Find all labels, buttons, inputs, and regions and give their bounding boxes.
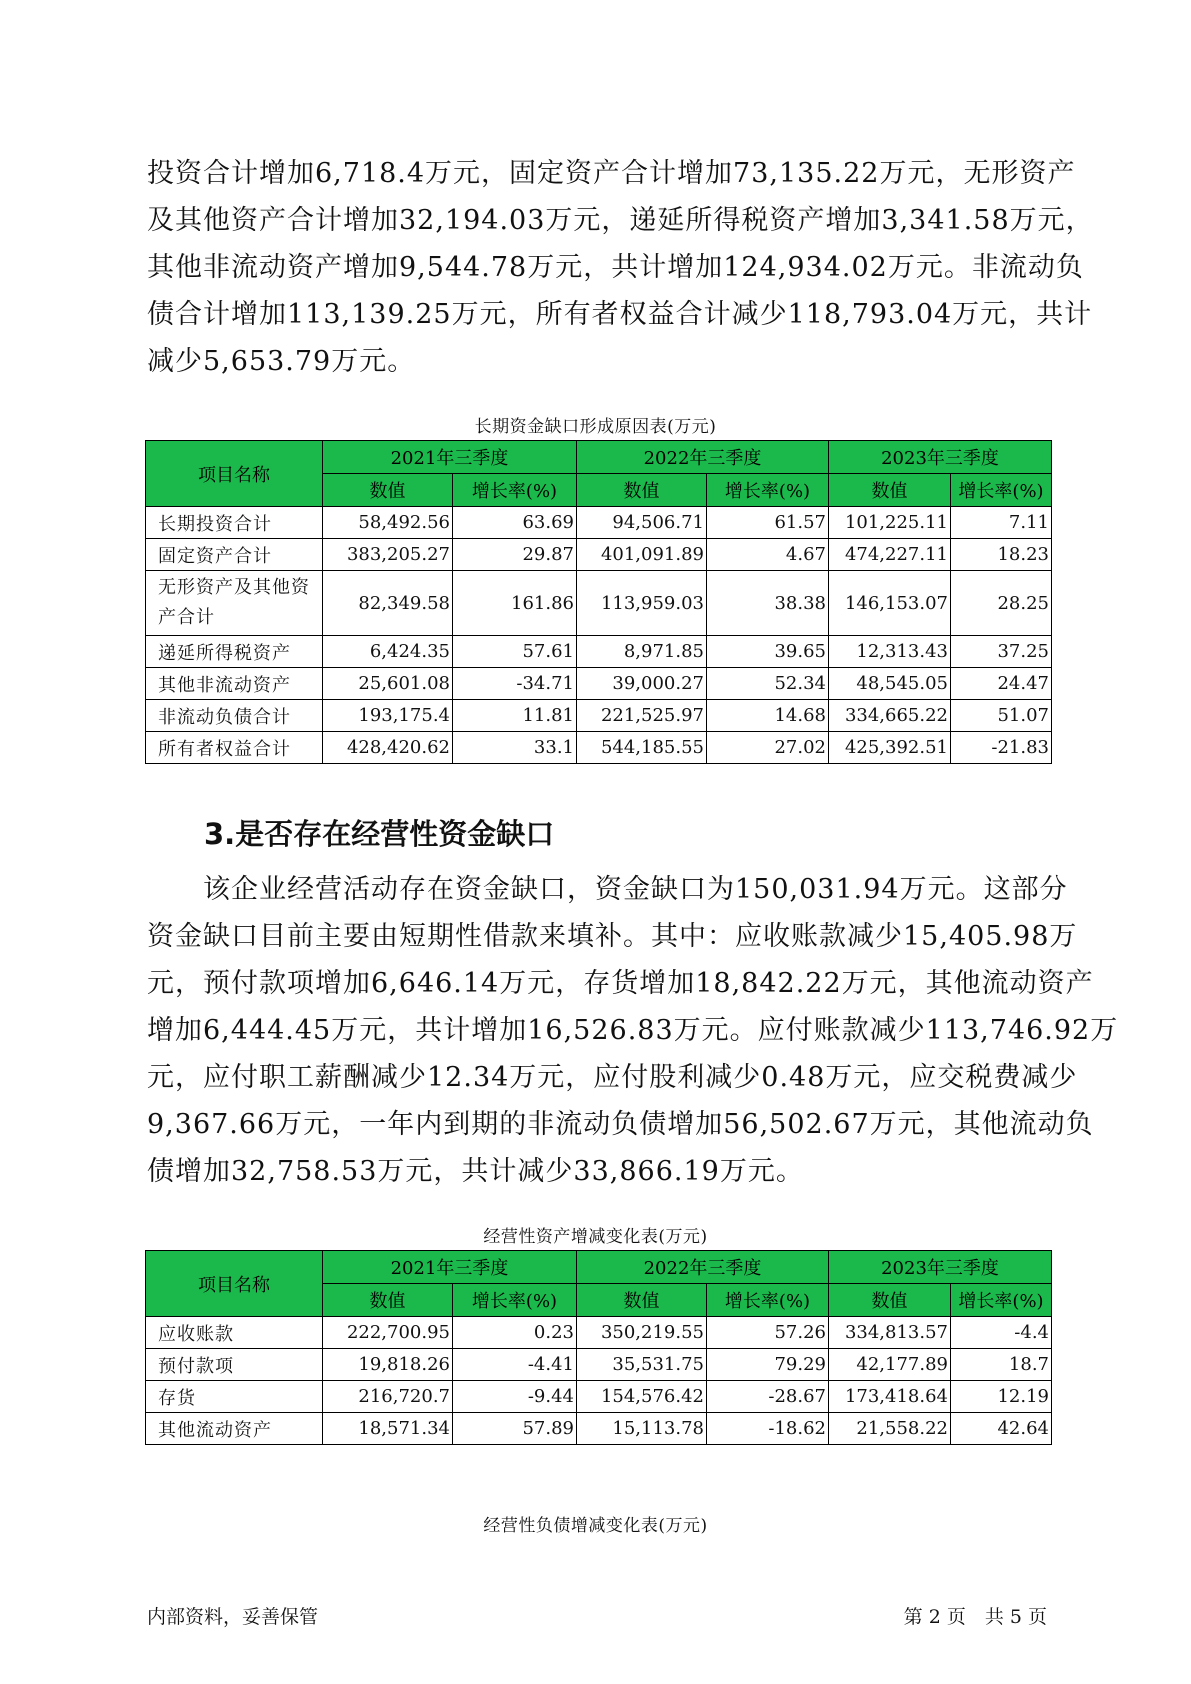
cell: 25,601.08 <box>323 668 453 700</box>
cell: 4.67 <box>707 539 829 571</box>
cell: 383,205.27 <box>323 539 453 571</box>
cell: 39.65 <box>707 636 829 668</box>
cell: 33.1 <box>453 732 577 764</box>
paragraph-line: 其他非流动资产增加9,544.78万元，共计增加124,934.02万元。非流动负 <box>147 252 1084 283</box>
table-row <box>146 571 1052 636</box>
table-row <box>146 507 1052 539</box>
cell: 42,177.89 <box>829 1349 951 1381</box>
table-row <box>146 700 1052 732</box>
header-year: 2022年三季度 <box>577 441 829 474</box>
cell: 51.07 <box>951 700 1052 732</box>
cell: 82,349.58 <box>323 571 453 636</box>
header-growth: 增长率(%) <box>951 474 1052 507</box>
cell: 57.61 <box>453 636 577 668</box>
footer-confidential-note: 内部资料，妥善保管 <box>147 1606 319 1628</box>
header-year: 2023年三季度 <box>829 1251 1052 1284</box>
table-row <box>146 539 1052 571</box>
cell: 12.19 <box>951 1381 1052 1413</box>
header-value: 数值 <box>829 1284 951 1317</box>
cell: 61.57 <box>707 507 829 539</box>
section-heading: 3.是否存在经营性资金缺口 <box>204 817 555 851</box>
paragraph-line: 减少5,653.79万元。 <box>147 346 416 377</box>
row-name: 固定资产合计 <box>146 539 323 571</box>
cell: 38.38 <box>707 571 829 636</box>
cell: -18.62 <box>707 1413 829 1445</box>
header-growth: 增长率(%) <box>707 1284 829 1317</box>
header-year: 2023年三季度 <box>829 441 1052 474</box>
cell: 334,813.57 <box>829 1317 951 1349</box>
cell: 146,153.07 <box>829 571 951 636</box>
header-value: 数值 <box>577 1284 707 1317</box>
paragraph-line: 资金缺口目前主要由短期性借款来填补。其中：应收账款减少15,405.98万 <box>147 921 1078 952</box>
cell: 101,225.11 <box>829 507 951 539</box>
row-name: 应收账款 <box>146 1317 323 1349</box>
cell: -4.41 <box>453 1349 577 1381</box>
paragraph-line: 债增加32,758.53万元，共计减少33,866.19万元。 <box>147 1156 804 1187</box>
cell: 11.81 <box>453 700 577 732</box>
table-row <box>146 732 1052 764</box>
row-name: 其他非流动资产 <box>146 668 323 700</box>
cell: 28.25 <box>951 571 1052 636</box>
row-name: 存货 <box>146 1381 323 1413</box>
header-growth: 增长率(%) <box>707 474 829 507</box>
cell: 350,219.55 <box>577 1317 707 1349</box>
header-year: 2021年三季度 <box>323 441 577 474</box>
header-value: 数值 <box>323 1284 453 1317</box>
cell: 57.89 <box>453 1413 577 1445</box>
table-row <box>146 1413 1052 1445</box>
cell: 79.29 <box>707 1349 829 1381</box>
header-item-name: 项目名称 <box>146 441 323 507</box>
cell: 7.11 <box>951 507 1052 539</box>
cell: 425,392.51 <box>829 732 951 764</box>
cell: 48,545.05 <box>829 668 951 700</box>
header-value: 数值 <box>829 474 951 507</box>
paragraph-line: 债合计增加113,139.25万元，所有者权益合计减少118,793.04万元，共计 <box>147 299 1093 330</box>
paragraph-line: 元，应付职工薪酬减少12.34万元，应付股利减少0.48万元，应交税费减少 <box>147 1062 1078 1093</box>
row-name: 所有者权益合计 <box>146 732 323 764</box>
cell: 216,720.7 <box>323 1381 453 1413</box>
header-growth: 增长率(%) <box>453 1284 577 1317</box>
cell: 37.25 <box>951 636 1052 668</box>
row-name: 长期投资合计 <box>146 507 323 539</box>
cell: 401,091.89 <box>577 539 707 571</box>
cell: 57.26 <box>707 1317 829 1349</box>
table-row <box>146 1349 1052 1381</box>
cell: 113,959.03 <box>577 571 707 636</box>
cell: 222,700.95 <box>323 1317 453 1349</box>
cell: 18.23 <box>951 539 1052 571</box>
cell: 544,185.55 <box>577 732 707 764</box>
long-term-funding-table <box>145 440 1052 764</box>
cell: -4.4 <box>951 1317 1052 1349</box>
cell: -21.83 <box>951 732 1052 764</box>
cell: 39,000.27 <box>577 668 707 700</box>
cell: 14.68 <box>707 700 829 732</box>
row-name: 非流动负债合计 <box>146 700 323 732</box>
table2-caption: 经营性资产增减变化表(万元) <box>483 1227 708 1247</box>
row-name: 预付款项 <box>146 1349 323 1381</box>
cell: 63.69 <box>453 507 577 539</box>
row-name: 递延所得税资产 <box>146 636 323 668</box>
table1-caption: 长期资金缺口形成原因表(万元) <box>474 417 717 437</box>
cell: 42.64 <box>951 1413 1052 1445</box>
table-row <box>146 668 1052 700</box>
header-item-name: 项目名称 <box>146 1251 323 1317</box>
header-value: 数值 <box>323 474 453 507</box>
table-row <box>146 1381 1052 1413</box>
paragraph-line: 投资合计增加6,718.4万元，固定资产合计增加73,135.22万元，无形资产 <box>147 158 1076 189</box>
cell: 12,313.43 <box>829 636 951 668</box>
operating-assets-table <box>145 1250 1052 1445</box>
table-row <box>146 1317 1052 1349</box>
paragraph-line: 9,367.66万元，一年内到期的非流动负债增加56,502.67万元，其他流动负 <box>147 1109 1094 1140</box>
body-paragraph <box>147 866 1119 1195</box>
cell: 58,492.56 <box>323 507 453 539</box>
cell: -9.44 <box>453 1381 577 1413</box>
footer-page-number: 第 2 页 共 5 页 <box>903 1606 1047 1628</box>
row-name: 其他流动资产 <box>146 1413 323 1445</box>
paragraph-line: 增加6,444.45万元，共计增加16,526.83万元。应付账款减少113,746.92万 <box>147 1015 1119 1046</box>
cell: -28.67 <box>707 1381 829 1413</box>
cell: 221,525.97 <box>577 700 707 732</box>
cell: 27.02 <box>707 732 829 764</box>
paragraph-line: 元，预付款项增加6,646.14万元，存货增加18,842.22万元，其他流动资产 <box>147 968 1094 999</box>
cell: 35,531.75 <box>577 1349 707 1381</box>
cell: 18.7 <box>951 1349 1052 1381</box>
cell: 474,227.11 <box>829 539 951 571</box>
cell: 173,418.64 <box>829 1381 951 1413</box>
paragraph-line: 该企业经营活动存在资金缺口，资金缺口为150,031.94万元。这部分 <box>147 874 1068 905</box>
cell: 334,665.22 <box>829 700 951 732</box>
cell: 193,175.4 <box>323 700 453 732</box>
header-growth: 增长率(%) <box>951 1284 1052 1317</box>
header-value: 数值 <box>577 474 707 507</box>
cell: 21,558.22 <box>829 1413 951 1445</box>
table3-caption: 经营性负债增减变化表(万元) <box>483 1516 708 1536</box>
cell: -34.71 <box>453 668 577 700</box>
header-growth: 增长率(%) <box>453 474 577 507</box>
table-row <box>146 636 1052 668</box>
cell: 29.87 <box>453 539 577 571</box>
header-year: 2021年三季度 <box>323 1251 577 1284</box>
cell: 94,506.71 <box>577 507 707 539</box>
row-name: 无形资产及其他资产合计 <box>146 571 323 636</box>
cell: 161.86 <box>453 571 577 636</box>
cell: 428,420.62 <box>323 732 453 764</box>
header-year: 2022年三季度 <box>577 1251 829 1284</box>
intro-paragraph <box>147 150 1094 385</box>
cell: 19,818.26 <box>323 1349 453 1381</box>
cell: 24.47 <box>951 668 1052 700</box>
cell: 52.34 <box>707 668 829 700</box>
cell: 18,571.34 <box>323 1413 453 1445</box>
cell: 0.23 <box>453 1317 577 1349</box>
paragraph-line: 及其他资产合计增加32,194.03万元，递延所得税资产增加3,341.58万元， <box>147 205 1094 236</box>
cell: 154,576.42 <box>577 1381 707 1413</box>
cell: 6,424.35 <box>323 636 453 668</box>
cell: 8,971.85 <box>577 636 707 668</box>
cell: 15,113.78 <box>577 1413 707 1445</box>
